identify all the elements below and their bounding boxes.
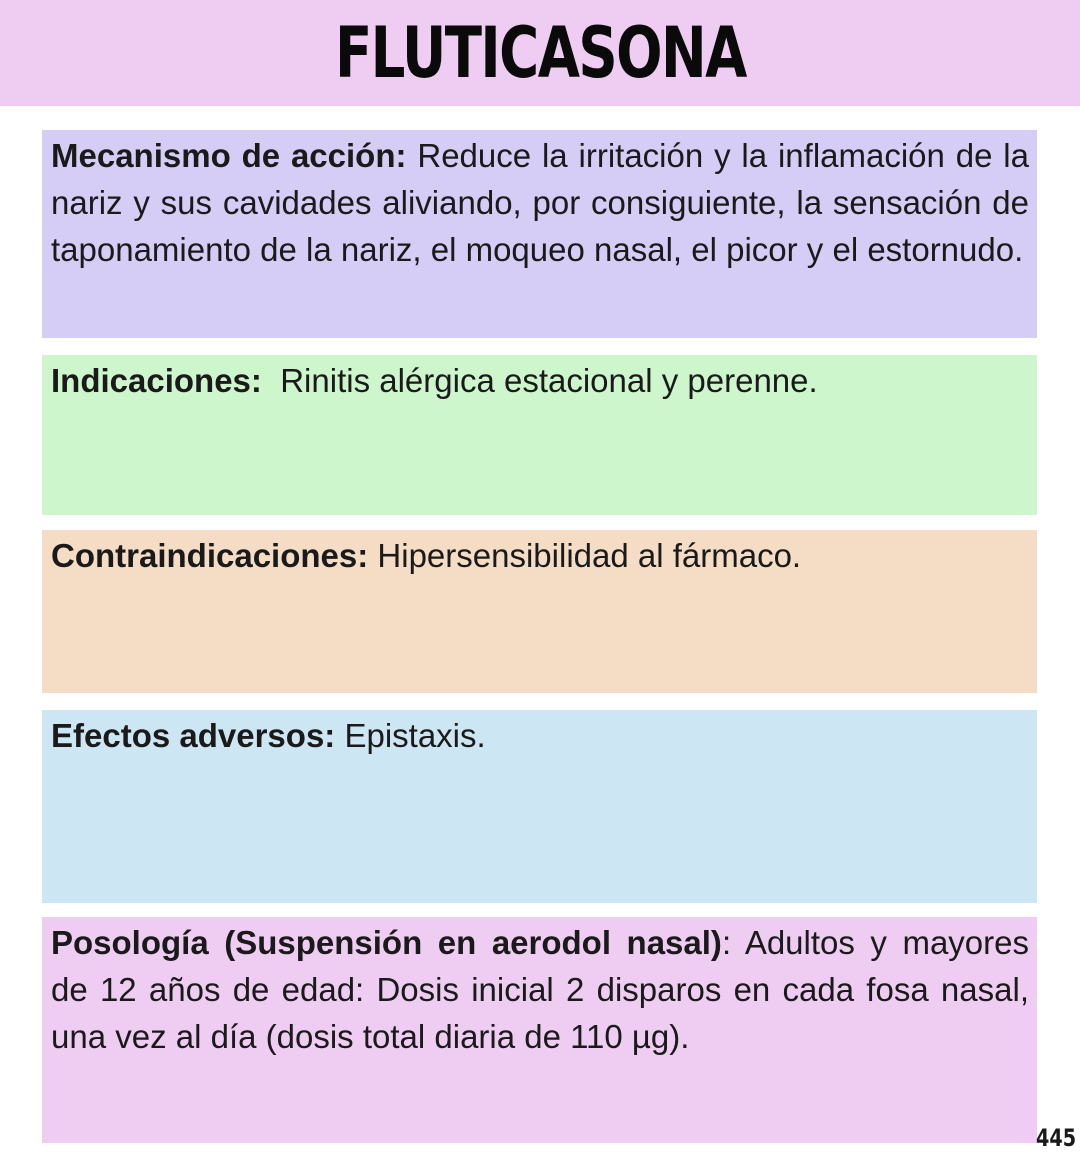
section-mecanismo [42,130,1037,338]
page-number: 445 [1035,1124,1076,1152]
section-label: Indicaciones: [51,362,262,399]
section-label: Contraindicaciones: [51,537,369,574]
section-text: Reduce la irritación y la inflamación de la nariz y sus cavidades aliviando, por consiguiente, la sensación de taponamiento de la nariz, el moqueo nasal, el picor y el estornudo. [51,137,1029,268]
section-label: Posología (Suspensión en aerodol nasal) [51,924,722,961]
page-title: FLUTICASONA [334,12,746,94]
section-text: Epistaxis. [335,717,486,754]
section-contraindicaciones [42,530,1037,693]
title-banner [0,0,1080,106]
section-text: Hipersensibilidad al fármaco. [368,537,802,574]
section-text: Rinitis alérgica estacional y perenne. [261,362,818,399]
section-posologia [42,917,1037,1143]
section-indicaciones [42,355,1037,515]
section-text: : Adultos y mayores de 12 años de edad: Dosis inicial 2 disparos en cada fosa nasal, una vez al día (dosis total diaria de 110 µg). [51,924,1030,1055]
section-label: Efectos adversos: [51,717,336,754]
section-efectos-adversos [42,710,1037,903]
section-label: Mecanismo de acción: [51,137,407,174]
